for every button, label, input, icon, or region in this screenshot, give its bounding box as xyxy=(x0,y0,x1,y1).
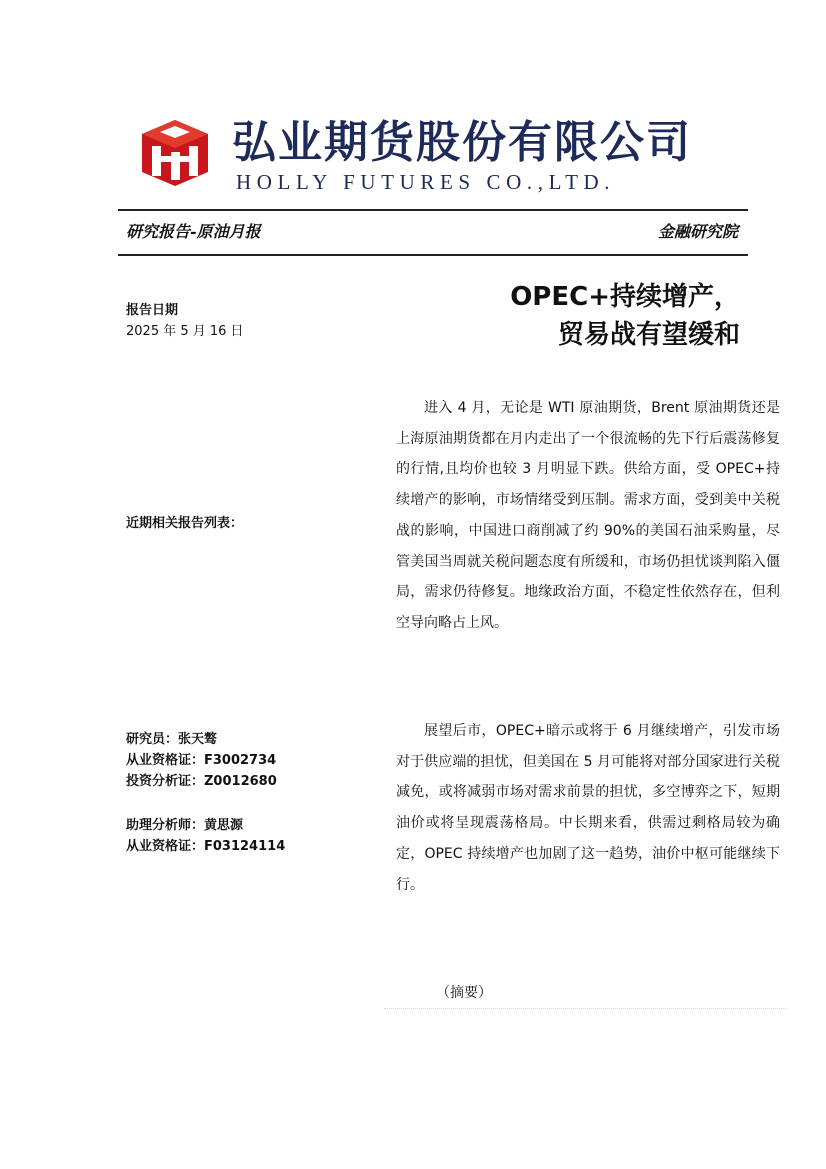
researcher-analyst-license: 投资分析证：Z0012680 xyxy=(126,774,277,789)
title-line-1: OPEC+持续增产， xyxy=(510,282,740,312)
company-logo xyxy=(140,115,700,195)
summary-paragraph-1: 进入 4 月，无论是 WTI 原油期货，Brent 原油期货还是上海原油期货都在月内走出了一个很流畅的先下行后震荡修复的行情,且均价也较 3 月明显下跌。供给方面，受 OPEC+持续增产的影响，市场情绪受到压制。需求方面，受到美中关税战的影响，中国进口商削减了约 90%的美国石油采购量，尽管美国当周就关税问题态度有所缓和，市场仍担忧谈判陷入僵局，需求仍待修复。地缘政治方面，不稳定性依然存在，但利空导向略占上风。 xyxy=(396,400,780,631)
title-line-2: 贸易战有望缓和 xyxy=(557,320,740,350)
report-title xyxy=(510,278,740,354)
researcher-license: 从业资格证：F3002734 xyxy=(126,753,277,768)
logo-english-name: HOLLY FUTURES CO.,LTD. xyxy=(236,170,616,194)
recent-reports-label: 近期相关报告列表： xyxy=(126,516,244,531)
summary-label: （摘要） xyxy=(436,985,492,1001)
summary-paragraph-2: 展望后市，OPEC+暗示或将于 6 月继续增产，引发市场对于供应端的担忧，但美国在 5 月可能将对部分国家进行关税减免，或将减弱市场对需求前景的担忧，多空博弈之下，短期油价或将呈现震荡格局。中长期来看，供需过剩格局较为确定，OPEC 持续增产也加剧了这一趋势，油价中枢可能继续下行。 xyxy=(396,723,780,893)
researcher: 研究员：张天骜 xyxy=(126,732,218,747)
holly-logo-icon xyxy=(140,118,210,188)
dotted-divider xyxy=(384,1008,786,1009)
logo-chinese-name: 弘业期货股份有限公司 xyxy=(232,117,692,168)
report-type: 研究报告-原油月报 xyxy=(126,222,261,241)
assistant-analyst: 助理分析师：黄思源 xyxy=(126,818,244,833)
institute-name: 金融研究院 xyxy=(657,222,738,241)
header-top-rule xyxy=(118,209,748,211)
assistant-license: 从业资格证：F03124114 xyxy=(126,839,286,854)
report-date-label: 报告日期 xyxy=(126,303,179,318)
header-bottom-rule xyxy=(118,254,748,256)
report-date-value: 2025 年 5 月 16 日 xyxy=(126,324,244,339)
